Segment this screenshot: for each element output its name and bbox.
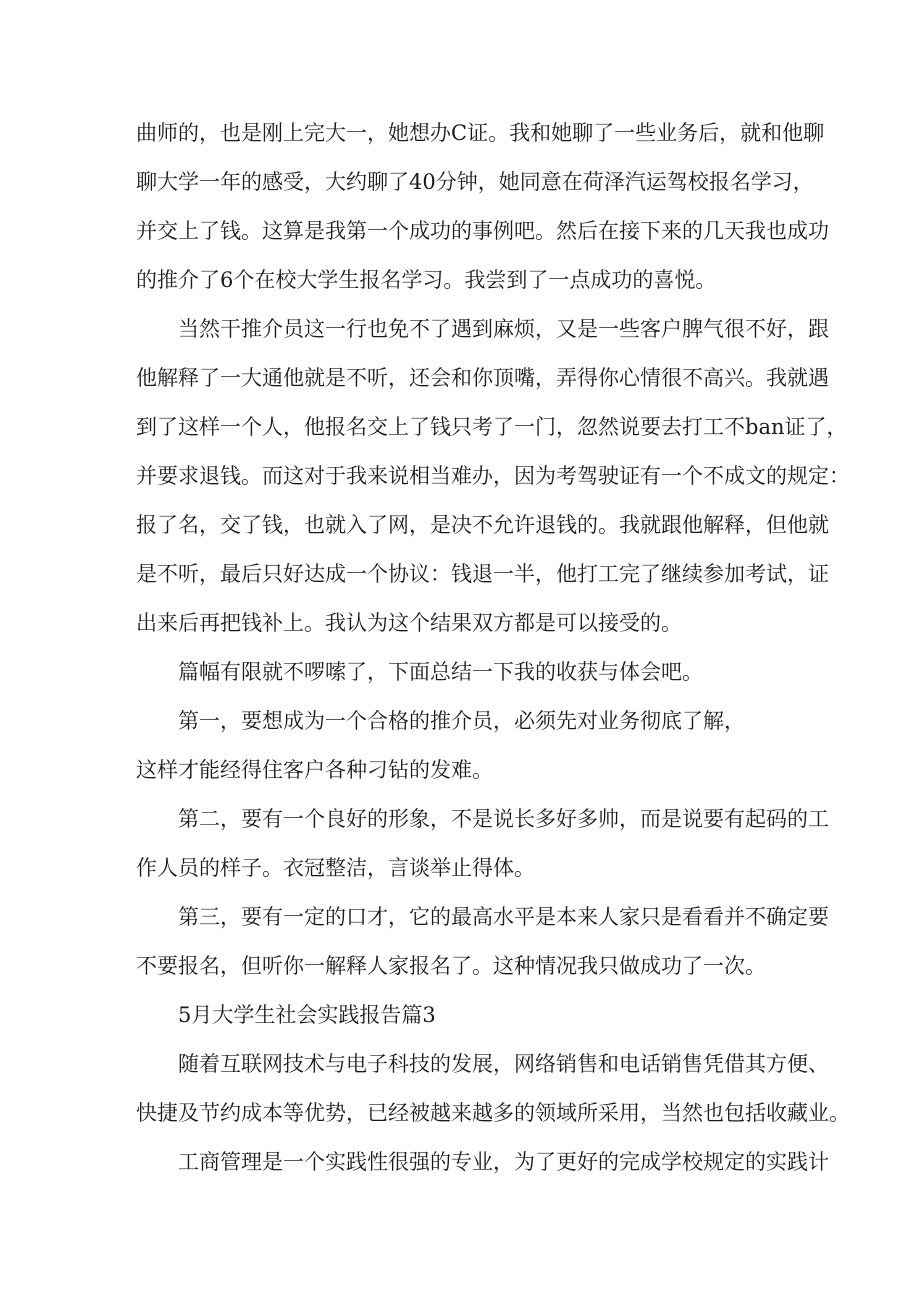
paragraph-line: 篇幅有限就不啰嗦了，下面总结一下我的收获与体会吧。 [178, 660, 703, 684]
paragraph-line: 聊大学一年的感受，大约聊了40分钟，她同意在荷泽汽运驾校报名学习， [136, 170, 814, 194]
paragraph-line: 是不听，最后只好达成一个协议：钱退一半，他打工完了继续参加考试，证 [136, 562, 829, 586]
paragraph-line: 曲师的，也是刚上完大一，她想办C证。我和她聊了一些业务后，就和他聊 [136, 121, 825, 145]
paragraph-line: 随着互联网技术与电子科技的发展，网络销售和电话销售凭借其方便、 [178, 1052, 829, 1076]
paragraph-line: 不要报名，但听你一解释人家报名了。这种情况我只做成功了一次。 [136, 954, 766, 978]
paragraph-line: 工商管理是一个实践性很强的专业，为了更好的完成学校规定的实践计 [178, 1150, 829, 1174]
paragraph-line: 他解释了一大通他就是不听，还会和你顶嘴，弄得你心情很不高兴。我就遇 [136, 366, 829, 390]
section-heading: 5月大学生社会实践报告篇3 [178, 1003, 436, 1027]
paragraph-line: 作人员的样子。衣冠整洁，言谈举止得体。 [136, 856, 535, 880]
paragraph-line: 当然干推介员这一行也免不了遇到麻烦，又是一些客户脾气很不好，跟 [178, 317, 829, 341]
paragraph-line: 出来后再把钱补上。我认为这个结果双方都是可以接受的。 [136, 611, 682, 635]
paragraph-line: 到了这样一个人，他报名交上了钱只考了一门，忽然说要去打工不ban证了， [136, 415, 848, 439]
paragraph-line: 并交上了钱。这算是我第一个成功的事例吧。然后在接下来的几天我也成功 [136, 219, 829, 243]
paragraph-line: 报了名，交了钱，也就入了网，是决不允许退钱的。我就跟他解释，但他就 [136, 513, 829, 537]
paragraph-line: 并要求退钱。而这对于我来说相当难办，因为考驾驶证有一个不成文的规定： [136, 464, 850, 488]
paragraph-line: 快捷及节约成本等优势，已经被越来越多的领域所采用，当然也包括收藏业。 [136, 1101, 850, 1125]
paragraph-line: 第三，要有一定的口才，它的最高水平是本来人家只是看看并不确定要 [178, 905, 829, 929]
paragraph-line: 的推介了6个在校大学生报名学习。我尝到了一点成功的喜悦。 [136, 268, 717, 292]
paragraph-line: 第一，要想成为一个合格的推介员，必须先对业务彻底了解， [178, 709, 745, 733]
paragraph-line: 这样才能经得住客户各种刁钻的发难。 [136, 758, 493, 782]
paragraph-line: 第二，要有一个良好的形象，不是说长多好多帅，而是说要有起码的工 [178, 807, 829, 831]
